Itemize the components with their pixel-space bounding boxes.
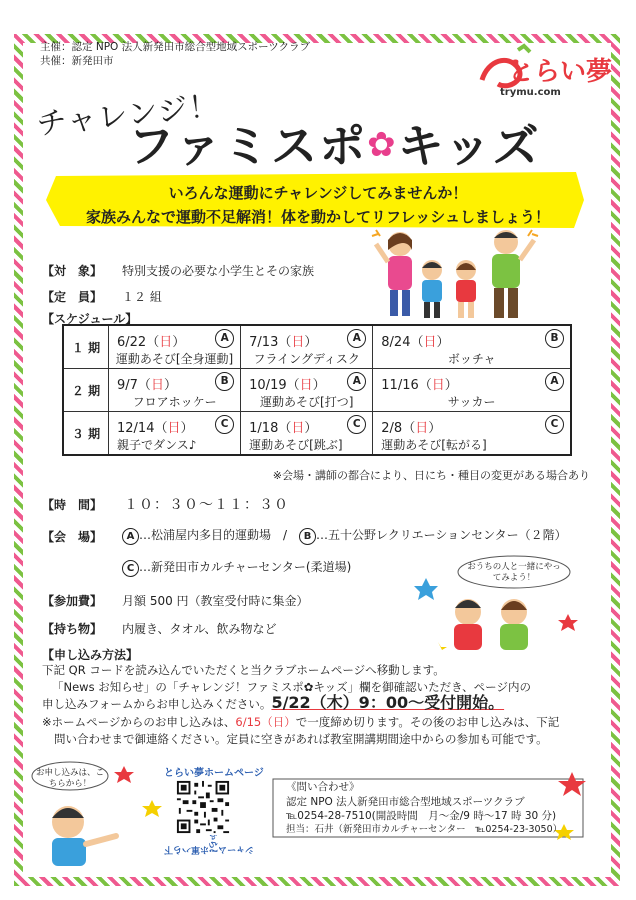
- banner-line1: いろんな運動にチャレンジしてみませんか！: [168, 184, 468, 202]
- contact-person: 担当：石井（新発田市カルチャーセンター ℡0254-23-3050）: [286, 824, 563, 835]
- homepage-side-2: シャーム〜ホ軍ハら下: [164, 844, 254, 854]
- items-value: 内履き、タオル、飲み物など: [122, 622, 277, 636]
- apply-line5: 問い合わせまで御連絡ください。定員に空きがあれば教室開講期間途中からの参加も可能です。: [54, 732, 548, 746]
- session-activity: フロアホッケー: [132, 395, 217, 409]
- period-label: ２ 期: [63, 369, 109, 412]
- target-label: 【対 象】: [42, 264, 103, 278]
- sub-title: チャレンジ！: [35, 88, 222, 143]
- schedule-row: [63, 412, 571, 456]
- capacity-value: １２ 組: [122, 290, 162, 304]
- banner-line2: 家族みんなで運動不足解消！体を動かしてリフレッシュしましょう！: [86, 208, 550, 226]
- flower-icon: ✿: [367, 125, 398, 165]
- open-date: 5/22（木）9：00～受付開始。: [271, 693, 505, 712]
- venue-a-text: …松浦屋内多目的運動場 /: [139, 528, 300, 542]
- session-date: 6/22（日）: [117, 335, 186, 350]
- qr-code[interactable]: [175, 779, 231, 835]
- close-date: 6/15（日）: [235, 715, 296, 729]
- session-activity: 親子でダンス♪: [117, 438, 197, 452]
- venue-label: 【会 場】: [42, 530, 103, 544]
- time-label: 【時 間】: [42, 498, 103, 512]
- schedule-label: 【スケジュール】: [42, 312, 138, 326]
- session-date: 2/8（日）: [381, 421, 442, 436]
- apply-label: 【申し込み方法】: [42, 648, 139, 662]
- session-activity: 運動あそび[転がる]: [381, 438, 487, 452]
- venue-b-badge: B: [299, 528, 316, 545]
- session-cell: [109, 325, 241, 369]
- session-cell: [373, 325, 571, 369]
- session-cell: [373, 412, 571, 456]
- session-activity: 運動あそび[打つ]: [260, 395, 354, 409]
- fee-label: 【参加費】: [42, 594, 103, 608]
- homepage-label: とらい夢ホームページ: [164, 768, 264, 779]
- family-bubble: おうちの人と一緒にやってみよう！: [467, 562, 561, 583]
- apply-line2: 「News お知らせ」の「チャレンジ！ファミスポ✿キッズ」欄を御確認いただき、ページ内の: [52, 680, 531, 694]
- session-date: 7/13（日）: [249, 335, 318, 350]
- session-date: 11/16（日）: [381, 378, 458, 393]
- apply-line3a: 申し込みフォームからお申し込みください。: [42, 697, 272, 711]
- session-activity: ボッチャ: [447, 352, 496, 366]
- venue-badge: C: [545, 415, 564, 434]
- venue-badge: C: [347, 415, 366, 434]
- venue-badge: A: [347, 372, 366, 391]
- venue-b-text: …五十公野レクリエーションセンター（２階）: [316, 528, 567, 542]
- schedule-table: [62, 324, 572, 456]
- session-activity: サッカー: [447, 395, 496, 409]
- apply-line3: [42, 694, 504, 713]
- apply-line1: 下記 QR コードを読み込んでいただくと当クラブホームページへ移動します。: [42, 663, 445, 677]
- cosponsor-text: 共催：新発田市: [40, 55, 114, 67]
- logo-mark: とらい夢: [508, 57, 613, 87]
- items-label: 【持ち物】: [42, 622, 103, 636]
- schedule-note: ※会場・講師の都合により、日にち・種目の変更がある場合あり: [272, 469, 590, 482]
- apply-line4: [42, 714, 559, 731]
- schedule-row: [63, 325, 571, 369]
- main-title: [128, 110, 541, 176]
- venue-badge: B: [215, 372, 234, 391]
- venue-c-badge: C: [122, 560, 139, 577]
- contact-org: 認定 NPO 法人新発田市総合型地域スポーツクラブ: [286, 796, 525, 808]
- period-label: ３ 期: [63, 412, 109, 456]
- session-cell: [241, 412, 373, 456]
- host-text: 主催：認定 NPO 法人新発田市総合型地域スポーツクラブ: [40, 41, 311, 53]
- logo-url: trymu.com: [500, 87, 561, 98]
- session-cell: [241, 369, 373, 412]
- venue-badge: C: [215, 415, 234, 434]
- main-title-left: ファミスポ: [128, 119, 368, 173]
- venue-c-text: …新発田市カルチャーセンター(柔道場): [139, 560, 352, 574]
- venue-badge: A: [347, 329, 366, 348]
- session-date: 10/19（日）: [249, 378, 326, 393]
- venue-badge: B: [545, 329, 564, 348]
- session-date: 1/18（日）: [249, 421, 318, 436]
- session-date: 12/14（日）: [117, 421, 194, 436]
- venue-line2: [122, 558, 351, 577]
- session-cell: [109, 369, 241, 412]
- contact-heading: 《問い合わせ》: [286, 781, 360, 793]
- session-activity: フライングディスク: [253, 352, 360, 366]
- apply-here-bubble: お申し込みは、こちらから！: [35, 768, 104, 789]
- contact-tel[interactable]: ℡0254-28-7510(開設時間 月～金/9 時～17 時 30 分): [286, 810, 557, 822]
- venue-line1: [122, 526, 567, 545]
- venue-badge: A: [215, 329, 234, 348]
- session-cell: [109, 412, 241, 456]
- fee-value: 月額 500 円（教室受付時に集金）: [122, 594, 309, 608]
- family-illustration: [372, 226, 540, 322]
- session-date: 9/7（日）: [117, 378, 177, 393]
- apply-line4a: ※ホームページからのお申し込みは、: [42, 715, 236, 729]
- session-date: 8/24（日）: [381, 335, 450, 350]
- venue-a-badge: A: [122, 528, 139, 545]
- main-title-right: キッズ: [397, 119, 541, 173]
- capacity-label: 【定 員】: [42, 290, 103, 304]
- time-value: １０：３０～１１：３０: [124, 497, 289, 513]
- session-cell: [373, 369, 571, 412]
- session-activity: 運動あそび[跳ぶ]: [249, 438, 343, 452]
- venue-badge: A: [545, 372, 564, 391]
- period-label: １ 期: [63, 325, 109, 369]
- session-activity: 運動あそび[全身運動]: [115, 352, 234, 366]
- session-cell: [241, 325, 373, 369]
- target-value: 特別支援の必要な小学生とその家族: [122, 264, 315, 278]
- apply-line4b: で一度締め切ります。その後のお申し込みは、下記: [295, 715, 560, 729]
- schedule-row: [63, 369, 571, 412]
